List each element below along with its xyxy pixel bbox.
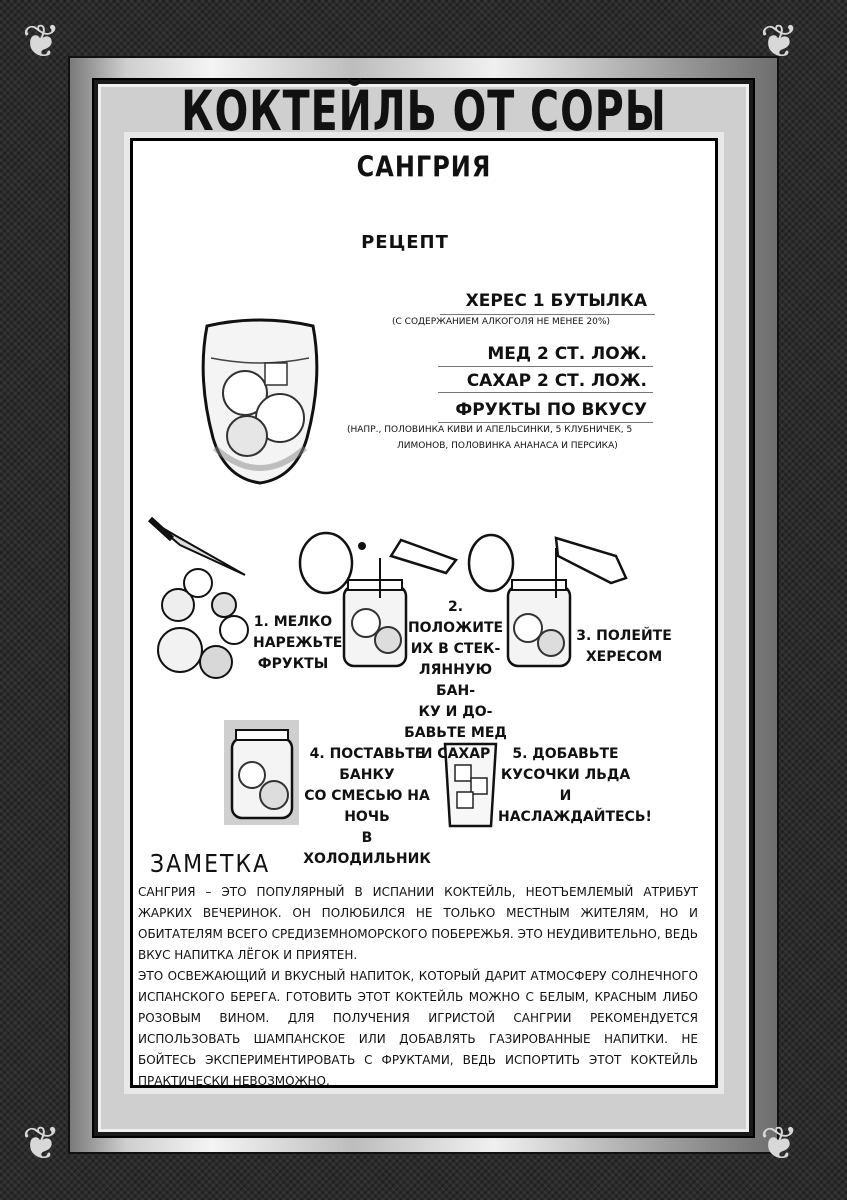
ingredient-honey: МЕД 2 СТ. ЛОЖ. bbox=[487, 344, 647, 364]
note-title: ЗАМЕТКА bbox=[150, 850, 271, 879]
knife-fruit-illustration bbox=[150, 515, 260, 685]
jar-fridge-illustration bbox=[224, 720, 299, 825]
ingredient-sugar: САХАР 2 СТ. ЛОЖ. bbox=[466, 371, 647, 391]
recipe-name: САНГРИЯ bbox=[356, 150, 492, 184]
step-4: 4. ПОСТАВЬТЕ БАНКУ СО СМЕСЬЮ НА НОЧЬ В ХОЛОДИЛЬНИК bbox=[303, 746, 431, 867]
step-1: 1. МЕЛКО НАРЕЖЬТЕ ФРУКТЫ bbox=[253, 614, 343, 672]
step-5: 5. ДОБАВЬТЕ КУСОЧКИ ЛЬДА И НАСЛАЖДАЙТЕСЬ! bbox=[498, 746, 652, 825]
ingredient-sherry: ХЕРЕС 1 БУТЫЛКА bbox=[465, 291, 647, 311]
step-3: 3. ПОЛЕЙТЕ ХЕРЕСОМ bbox=[576, 628, 672, 665]
ornament-top-left-icon: ❦ bbox=[22, 14, 61, 68]
ornament-bottom-left-icon: ❦ bbox=[22, 1116, 61, 1170]
ornament-bottom-right-icon: ❦ bbox=[760, 1116, 799, 1170]
recipe-heading: РЕЦЕПТ bbox=[361, 232, 449, 253]
page-title: КОКТЕЙЛЬ ОТ СОРЫ bbox=[181, 80, 667, 144]
ornament-top-right-icon: ❦ bbox=[760, 14, 799, 68]
ingredient-line bbox=[440, 314, 655, 315]
ingredient-line bbox=[438, 422, 653, 423]
sherry-note: (С СОДЕРЖАНИЕМ АЛКОГОЛЯ НЕ МЕНЕЕ 20%) bbox=[392, 317, 610, 327]
ingredient-line bbox=[438, 392, 653, 393]
ingredient-line bbox=[438, 366, 653, 367]
note-paragraph-2: ЭТО ОСВЕЖАЮЩИЙ И ВКУСНЫЙ НАПИТОК, КОТОРЫЙ ДАРИТ АТМОСФЕРУ СОЛНЕЧНОГО ИСПАНСКОГО БЕРЕГА. ГОТОВИТЬ ЭТОТ КОКТЕЙЛЬ МОЖНО С БЕЛЫМ, КРАСНЫМ ЛИБО РОЗОВЫМ ВИНОМ. ДЛЯ ПОЛУЧЕНИЯ ИГРИСТОЙ САНГРИИ РЕКОМЕНДУЕТСЯ ИСПОЛЬЗОВАТЬ ШАМПАНСКОЕ ИЛИ ДОБАВЛЯТЬ ГАЗИРОВАННЫЕ НАПИТКИ. НЕ БОЙТЕСЬ ЭКСПЕРИМЕНТИРОВАТЬ С ФРУКТАМИ, ВЕДЬ ИСПОРТИТЬ ЭТОТ КОКТЕЙЛЬ ПРАКТИЧЕСКИ НЕВОЗМОЖНО. bbox=[138, 969, 698, 1088]
note-paragraph-1: САНГРИЯ – ЭТО ПОПУЛЯРНЫЙ В ИСПАНИИ КОКТЕЙЛЬ, НЕОТЪЕМЛЕМЫЙ АТРИБУТ ЖАРКИХ ВЕЧЕРИНОК. ОН ПОЛЮБИЛСЯ НЕ ТОЛЬКО МЕСТНЫМ ЖИТЕЛЯМ, НО И ОБИТАТЕЛЯМ ВСЕГО СРЕДИЗЕМНОМОРСКОГО ПОБЕРЕЖЬЯ. ЭТО НЕУДИВИТЕЛЬНО, ВЕДЬ ВКУС НАПИТКА ЛЁГОК И ПРИЯТЕН. bbox=[138, 885, 698, 962]
fruit-note-line-1: (НАПР., ПОЛОВИНКА КИВИ И АПЕЛЬСИНКИ, 5 КЛУБНИЧЕК, 5 bbox=[347, 425, 633, 435]
ingredient-fruits: ФРУКТЫ ПО ВКУСУ bbox=[455, 400, 647, 420]
fruit-note-line-2: ЛИМОНОВ, ПОЛОВИНКА АНАНАСА И ПЕРСИКА) bbox=[397, 441, 618, 451]
step-2: 2. ПОЛОЖИТЕ ИХ В СТЕК- ЛЯННУЮ БАН- КУ И ДО- БАВЬТЕ МЕД И САХАР bbox=[404, 599, 507, 762]
glass-illustration bbox=[195, 318, 325, 488]
